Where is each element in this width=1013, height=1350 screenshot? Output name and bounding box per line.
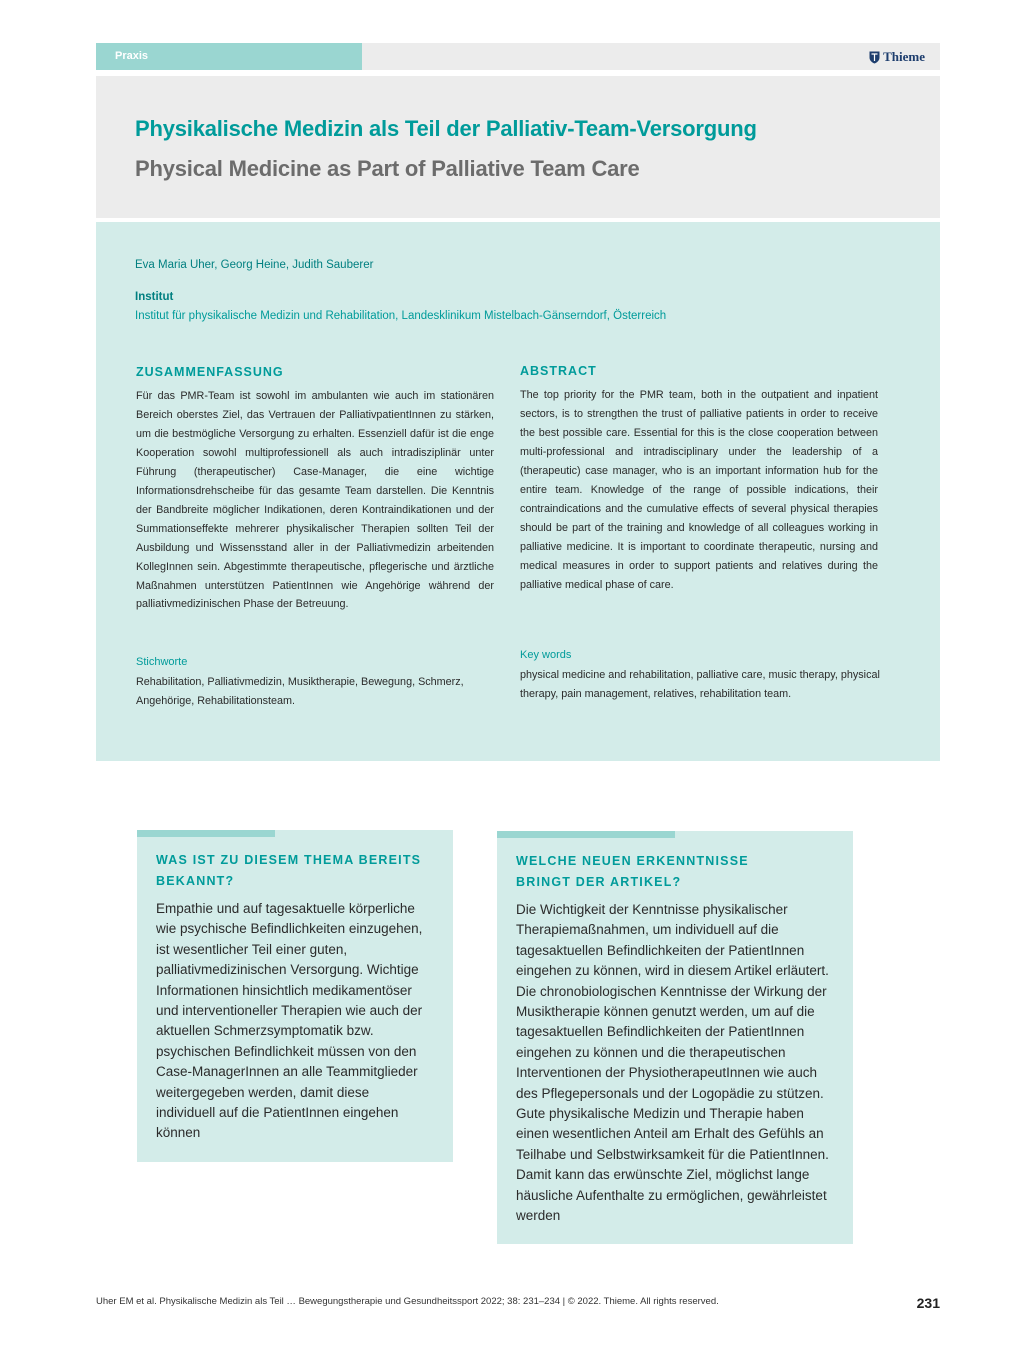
article-title-english: Physical Medicine as Part of Palliative Team Care xyxy=(135,156,640,181)
title-panel xyxy=(96,76,940,218)
publisher-name: Thieme xyxy=(883,49,925,64)
institute-label: Institut xyxy=(135,291,174,303)
header-bar xyxy=(96,43,940,70)
keywords-english-label: Key words xyxy=(520,649,572,661)
keywords-english-text: physical medicine and rehabilitation, palliative care, music therapy, physical therapy, pain management, relatives, rehabilitation team. xyxy=(520,669,880,700)
summary-english xyxy=(520,364,878,594)
summary-german-heading: ZUSAMMENFASSUNG xyxy=(136,365,284,379)
page-number: 231 xyxy=(916,1295,940,1311)
thieme-shield-icon xyxy=(869,51,880,64)
summary-english-heading: ABSTRACT xyxy=(520,364,597,378)
article-title-german: Physikalische Medizin als Teil der Palliativ-Team-Versorgung xyxy=(135,116,757,141)
section-label[interactable]: Praxis xyxy=(96,43,362,70)
publisher-logo[interactable] xyxy=(869,49,925,65)
infobox-new-heading: WELCHE NEUEN ERKENNTNISSE BRINGT DER ARTIKEL? xyxy=(516,854,749,889)
author-list: Eva Maria Uher, Georg Heine, Judith Sauberer xyxy=(135,259,374,271)
summary-german xyxy=(136,365,494,614)
keywords-german-text: Rehabilitation, Palliativmedizin, Musiktherapie, Bewegung, Schmerz, Angehörige, Rehabilitationsteam. xyxy=(136,676,464,707)
summary-german-text: Für das PMR-Team ist sowohl im ambulanten wie auch im stationären Bereich oberstes Ziel, das Vertrauen der PalliativpatientInnen zu stärken, um die bestmögliche Versorgung zu erhalten. Essenziell dafür ist die enge Kooperation sowohl multiprofessionell als auch intradisziplinär unter Führung (therapeutischer) Case-Manager, die eine wichtige Informationsdrehscheibe für das gesamte Team darstellen. Die Kenntnis der Bandbreite möglicher Indikationen, deren Kontraindikationen und der Summationseffekte mehrerer physikalischer Therapien sollten Teil der Ausbildung und Wissensstand aller in der Palliativmedizin arbeitenden KollegInnen sein. Abgestimmte therapeutische, pflegerische und ärztliche Maßnahmen unterstützen PatientInnen wie Angehörige während der palliativmedizinischen Phase der Betreuung. xyxy=(136,390,494,611)
summary-english-text: The top priority for the PMR team, both in the outpatient and inpatient sectors, is to strengthen the trust of palliative patients in order to receive the best possible care. Essential for this is the close cooperation between multi-professional and intradisciplinary under the leadership of a (therapeutic) case manager, who is an important information hub for the entire team. Knowledge of the range of possible indications, their contraindications and the cumulative effects of several physical therapies should be part of the training and knowledge of all colleagues working in palliative medicine. It is important to coordinate therapeutic, nursing and medical measures in order to support patients and relatives during the palliative medical phase of care. xyxy=(520,389,878,591)
infobox-known xyxy=(137,830,453,1162)
infobox-known-text: Empathie und auf tagesaktuelle körperliche wie psychische Befindlichkeiten einzugehen, ist wesentlicher Teil einer guten, palliativmedizinischen Versorgung. Wichtige Informationen hinsichtlich medikamentöser und interventioneller Therapien wie auch der aktuellen Schmerzsymptomatik bzw. psychischen Befindlichkeit müssen von den Case-ManagerInnen an alle Teammitglieder weitergegeben werden, damit diese individuell auf die PatientInnen eingehen können xyxy=(156,901,423,1141)
institute-text: Institut für physikalische Medizin und Rehabilitation, Landesklinikum Mistelbach-Gänserndorf, Österreich xyxy=(135,310,667,322)
infobox-accent-bar xyxy=(497,831,675,838)
keywords-german-label: Stichworte xyxy=(136,656,188,668)
infobox-known-heading: WAS IST ZU DIESEM THEMA BEREITS BEKANNT? xyxy=(156,853,422,888)
infobox-accent-bar xyxy=(137,830,275,837)
abstract-panel xyxy=(96,222,940,761)
footer-citation: Uher EM et al. Physikalische Medizin als Teil … Bewegungstherapie und Gesundheitssport 2022; 38: 231–234 | © 2022. Thieme. All rights reserved. xyxy=(96,1296,719,1307)
infobox-new-text: Die Wichtigkeit der Kenntnisse physikalischer Therapiemaßnahmen, um individuell auf die tagesaktuellen Befindlichkeiten der PatientInnen eingehen zu können, wird in diesem Artikel erläutert. Die chronobiologischen Kenntnisse der Wirkung der Musiktherapie können genutzt werden, um auf die tagesaktuellen Befindlichkeiten der PatientInnen eingehen zu können und die therapeutischen Interventionen der PhysiotherapeutInnen wie auch des Pflegepersonals und der Logopädie zu stützen. Gute physikalische Medizin und Therapie haben einen wesentlichen Anteil am Erhalt des Gefühls an Teilhabe und Selbstwirksamkeit für die PatientInnen. Damit kann das erwünschte Ziel, möglichst lange häusliche Aufenthalte zu ermöglichen, gewährleistet werden xyxy=(516,902,829,1224)
infobox-new xyxy=(497,831,853,1244)
